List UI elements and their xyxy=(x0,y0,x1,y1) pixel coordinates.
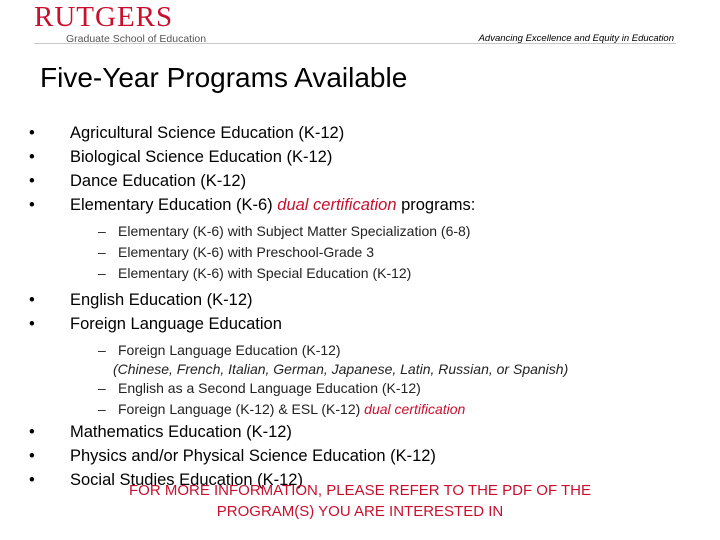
program-elementary-suffix: programs: xyxy=(396,196,476,214)
sub-list-item xyxy=(0,378,720,399)
list-item xyxy=(0,169,720,193)
bullet-icon: • xyxy=(29,471,35,489)
foreign-option xyxy=(118,399,465,420)
foreign-option: Foreign Language Education (K-12) xyxy=(118,342,341,358)
info-notice-line: FOR MORE INFORMATION, PLEASE REFER TO THE PDF OF THE xyxy=(129,482,591,499)
bullet-icon: • xyxy=(29,148,35,166)
list-item xyxy=(0,444,720,468)
bullet-icon: • xyxy=(29,172,35,190)
program-english: English Education (K-12) xyxy=(70,291,253,309)
program-foreign-language: Foreign Language Education xyxy=(70,315,282,333)
page-title: Five-Year Programs Available xyxy=(40,62,408,93)
list-item xyxy=(0,288,720,312)
bullet-icon: • xyxy=(29,124,35,142)
program-physics: Physics and/or Physical Science Education (K-12) xyxy=(70,447,436,465)
logo-subtitle: Graduate School of Education xyxy=(66,33,207,45)
logo-wordmark: RUTGERS xyxy=(34,1,174,33)
dual-certification-label: dual certification xyxy=(277,196,397,214)
dash-icon: – xyxy=(98,265,106,281)
header-tagline: Advancing Excellence and Equity in Education xyxy=(478,33,674,44)
program-agricultural: Agricultural Science Education (K-12) xyxy=(70,124,345,142)
elementary-option: Elementary (K-6) with Preschool-Grade 3 xyxy=(118,244,374,260)
info-notice-line: PROGRAM(S) YOU ARE INTERESTED IN xyxy=(216,503,504,520)
program-elementary xyxy=(70,193,475,217)
program-dance: Dance Education (K-12) xyxy=(70,172,247,190)
dash-icon: – xyxy=(98,223,106,239)
dash-icon: – xyxy=(98,401,106,417)
bullet-icon: • xyxy=(29,447,35,465)
program-list xyxy=(0,121,720,492)
logo xyxy=(34,2,206,45)
dual-certification-label: dual certification xyxy=(364,401,466,417)
sub-list-item xyxy=(0,340,720,361)
foreign-esl-name: Foreign Language (K-12) & ESL (K-12) xyxy=(118,401,365,417)
dash-icon: – xyxy=(98,380,106,396)
list-item xyxy=(0,145,720,169)
dash-icon: – xyxy=(98,342,106,358)
language-options: (Chinese, French, Italian, German, Japanese, Latin, Russian, or Spanish) xyxy=(113,361,569,377)
foreign-option: English as a Second Language Education (K-12) xyxy=(118,380,421,396)
sub-list-item xyxy=(0,242,720,263)
program-social-studies: Social Studies Education (K-12) xyxy=(70,471,303,489)
program-biological: Biological Science Education (K-12) xyxy=(70,148,333,166)
header-divider xyxy=(34,43,676,44)
dash-icon: – xyxy=(98,244,106,260)
bullet-icon: • xyxy=(29,423,35,441)
program-math: Mathematics Education (K-12) xyxy=(70,423,292,441)
list-item xyxy=(0,420,720,444)
bullet-icon: • xyxy=(29,315,35,333)
list-item xyxy=(0,121,720,145)
list-item xyxy=(0,193,720,217)
elementary-option: Elementary (K-6) with Special Education (K-12) xyxy=(118,265,412,281)
list-item xyxy=(0,312,720,336)
sub-list-item xyxy=(0,399,720,420)
sub-list-item-continuation xyxy=(0,361,720,378)
sub-list-item xyxy=(0,221,720,242)
sub-list-item xyxy=(0,263,720,284)
elementary-option: Elementary (K-6) with Subject Matter Specialization (6-8) xyxy=(118,223,471,239)
program-elementary-name: Elementary Education (K-6) xyxy=(70,196,278,214)
info-notice xyxy=(40,480,680,522)
bullet-icon: • xyxy=(29,291,35,309)
bullet-icon: • xyxy=(29,196,35,214)
